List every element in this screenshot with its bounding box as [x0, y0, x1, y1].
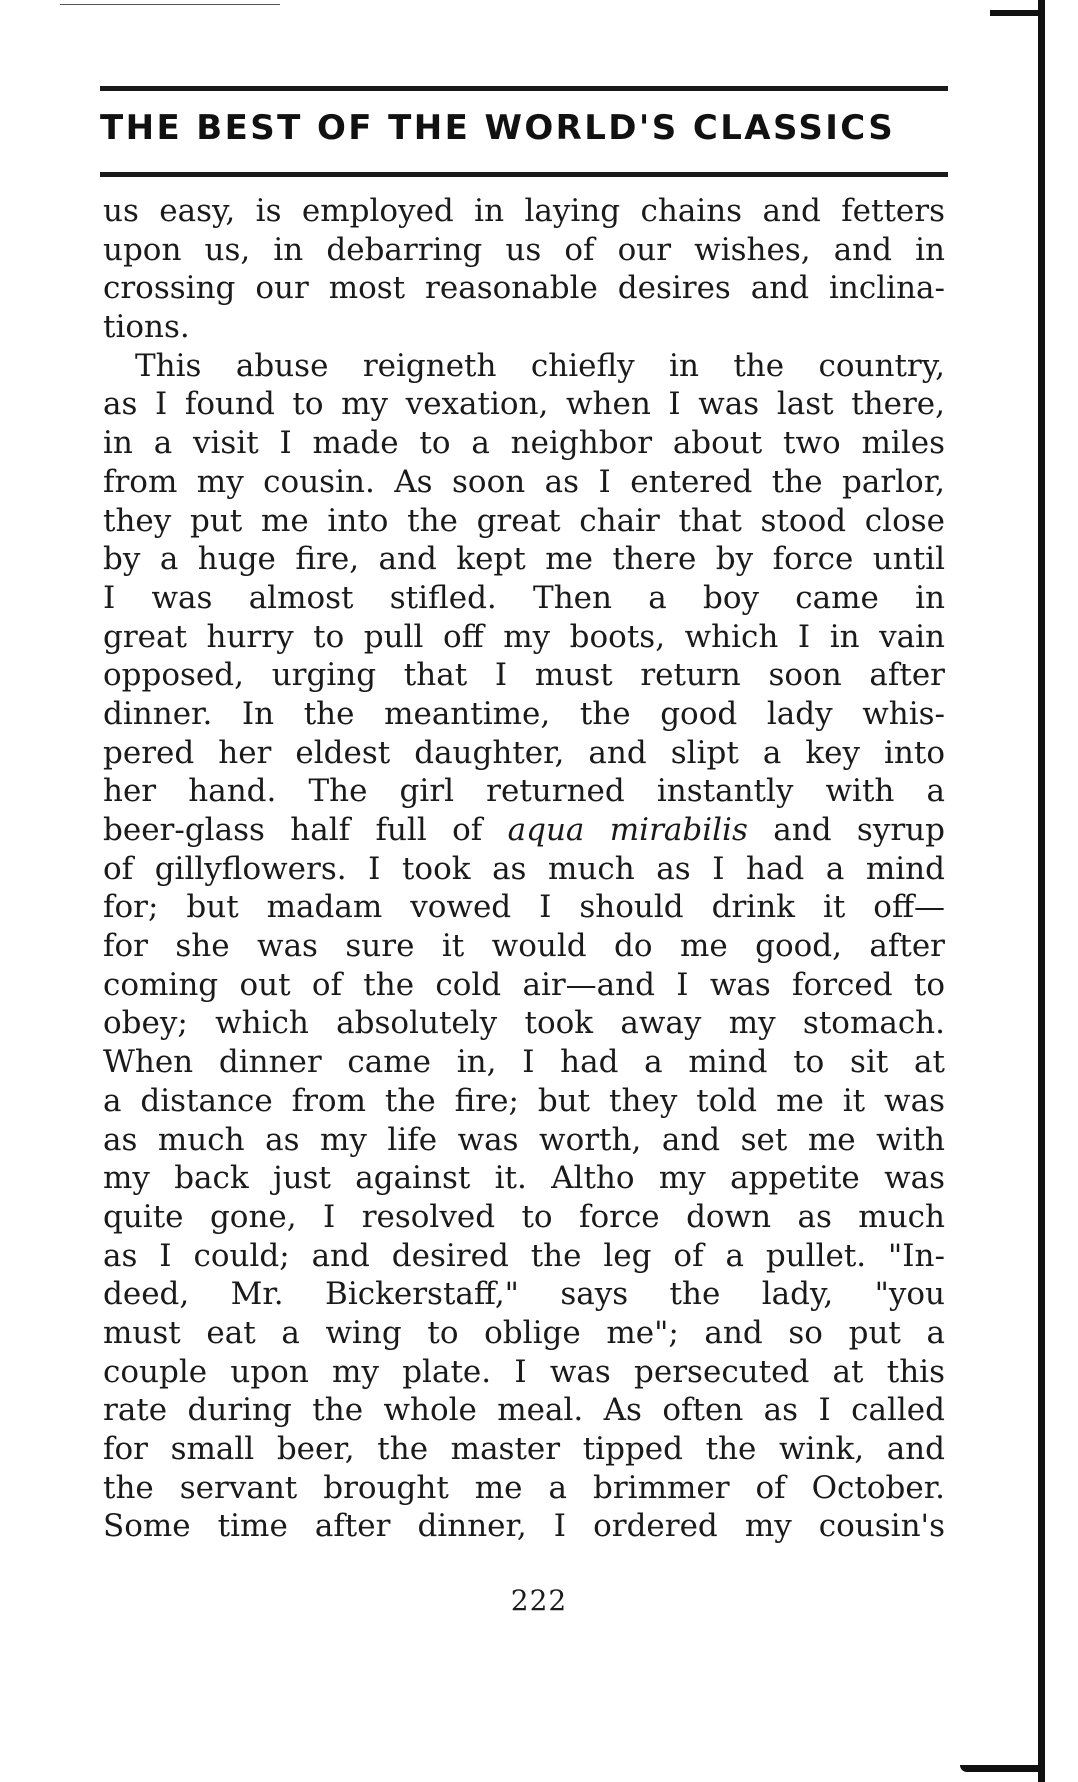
text-line: opposed, urging that I must return soon after [103, 657, 945, 694]
page-bottom-curl [960, 1765, 1045, 1772]
text-line: as I found to my vexation, when I was last there, [103, 386, 945, 423]
running-head: THE BEST OF THE WORLD'S CLASSICS [100, 108, 896, 148]
text-line: upon us, in debarring us of our wishes, and in [103, 231, 945, 268]
top-edge-mark [60, 4, 280, 5]
text-line: a distance from the fire; but they told me it was [103, 1082, 945, 1119]
page-edge-hook [990, 10, 1045, 16]
page-right-edge [1038, 0, 1045, 1782]
text-line: dinner. In the meantime, the good lady whis- [103, 695, 945, 732]
text-line: as much as my life was worth, and set me with [103, 1121, 945, 1158]
text-line: rate during the whole meal. As often as I called [103, 1392, 945, 1429]
text-line: as I could; and desired the leg of a pullet. "In- [103, 1237, 945, 1274]
paragraph-1 [103, 192, 945, 347]
text-line: deed, Mr. Bickerstaff," says the lady, "you [103, 1276, 945, 1313]
text-line: from my cousin. As soon as I entered the parlor, [103, 463, 945, 500]
header-bottom-rule [100, 172, 948, 177]
text-line: I was almost stifled. Then a boy came in [103, 579, 945, 616]
text-line: in a visit I made to a neighbor about two miles [103, 425, 945, 462]
text-line: must eat a wing to oblige me"; and so put a [103, 1314, 945, 1351]
text-line: couple upon my plate. I was persecuted at this [103, 1353, 945, 1390]
text-line: coming out of the cold air—and I was forced to [103, 966, 945, 1003]
body-text [103, 192, 945, 1546]
text-line: my back just against it. Altho my appetite was [103, 1160, 945, 1197]
text-line: beer-glass half full of aqua mirabilis and syrup [103, 812, 945, 848]
text-line: obey; which absolutely took away my stomach. [103, 1005, 945, 1042]
text-line: quite gone, I resolved to force down as much [103, 1198, 945, 1235]
paragraph-2 [103, 347, 945, 1546]
text-line: for she was sure it would do me good, after [103, 928, 945, 965]
text-line: for small beer, the master tipped the wink, and [103, 1431, 945, 1467]
text-line: Some time after dinner, I ordered my cousin's [103, 1508, 945, 1545]
text-line: the servant brought me a brimmer of October. [103, 1469, 945, 1506]
text-line: for; but madam vowed I should drink it off— [103, 889, 945, 926]
text-line: This abuse reigneth chiefly in the country, [135, 347, 945, 384]
text-line: by a huge fire, and kept me there by force until [103, 541, 945, 578]
text-line: crossing our most reasonable desires and inclina- [103, 270, 945, 307]
text-line: her hand. The girl returned instantly with a [103, 773, 945, 810]
text-line: of gillyflowers. I took as much as I had a mind [103, 850, 945, 887]
text-line: tions. [103, 309, 190, 346]
text-line: pered her eldest daughter, and slipt a key into [103, 734, 945, 771]
page-number: 222 [510, 1584, 568, 1617]
header-top-rule [100, 86, 948, 91]
text-line: they put me into the great chair that stood close [103, 502, 945, 539]
text-line: us easy, is employed in laying chains and fetters [103, 193, 945, 229]
text-line: When dinner came in, I had a mind to sit at [103, 1044, 945, 1081]
text-line: great hurry to pull off my boots, which I in vain [103, 618, 945, 655]
